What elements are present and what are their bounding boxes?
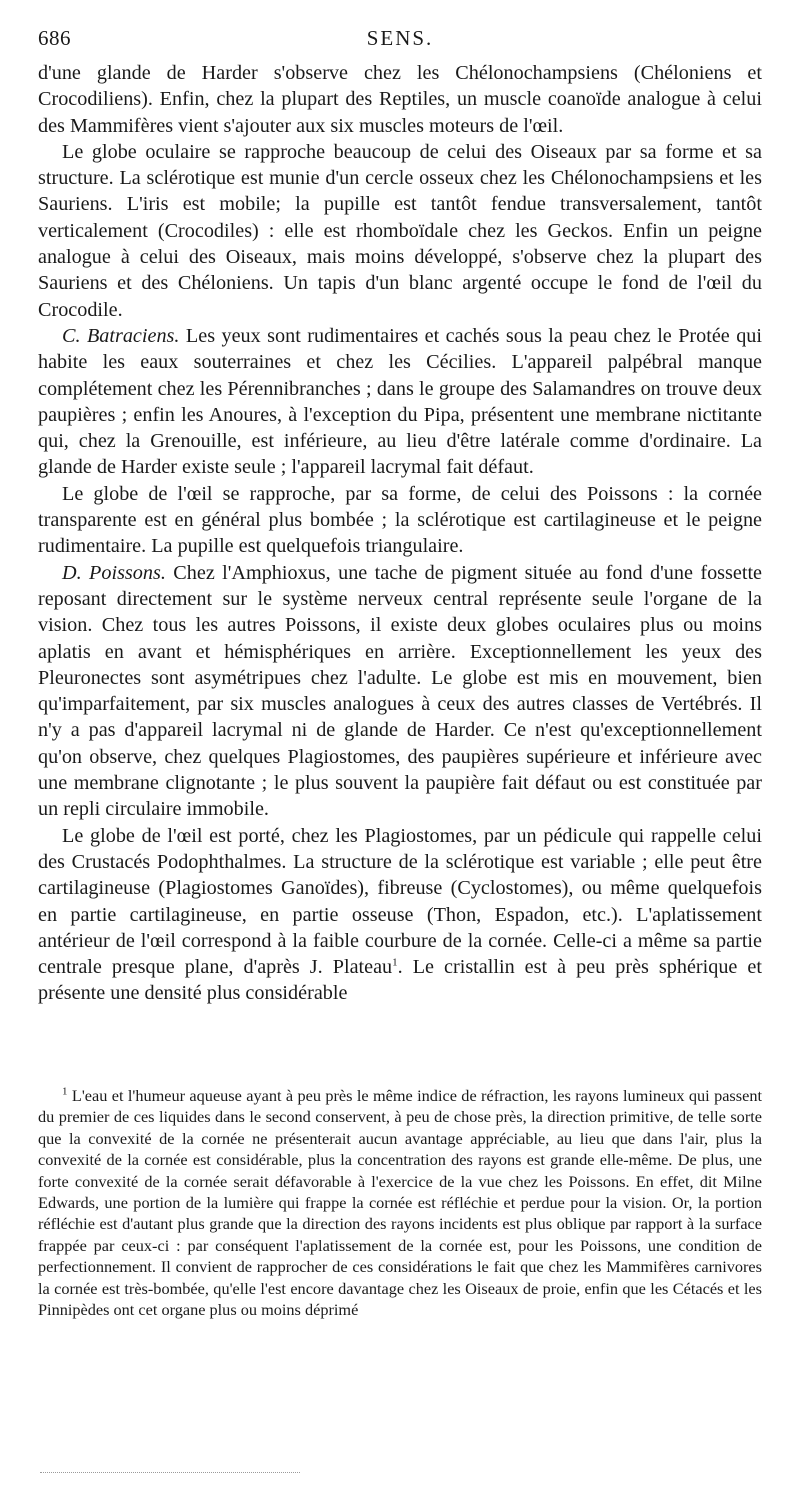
poissons-text: Chez l'Amphioxus, une tache de pigment située au fond d'une fossette reposant directement sur le système nerveux central représente seule l'organe de la vision. Chez tous les autres Poissons, il existe deux globes oculaires plus ou moins aplatis en avant et hémisphériques en arrière. Exceptionnellement les yeux des Pleuronectes sont asymétripues chez l'adulte. Le globe est mis en mouvement, bien qu'imparfaitement, par six muscles analogues à ceux des autres classes de Vertébrés. Il n'y a pas d'appareil lacrymal ni de glande de Harder. Ce n'est qu'exceptionnellement qu'on observe, chez quelques Plagiostomes, des paupières supérieure et inférieure avec une membrane clignotante ; le plus souvent la paupière fait défaut ou est constituée par un repli circulaire immobile. bbox=[38, 561, 763, 821]
footnote-reference[interactable]: 1 bbox=[392, 956, 398, 969]
batraciens-text: Les yeux sont rudimentaires et cachés sous la peau chez le Protée qui habite les eaux souterraines et chez les Cécilies. L'appareil palpébral manque complétement chez les Pérennibranches ; dans le groupe des Salamandres on trouve deux paupières ; enfin les Anoures, à l'exception du Pipa, présentent une membrane nictitante qui, chez la Grenouille, est inférieure, au lieu d'être latérale comme d'ordinaire. La glande de Harder existe seule ; l'appareil lacrymal fait défaut. bbox=[38, 324, 762, 479]
main-text bbox=[38, 60, 762, 1007]
footnotes bbox=[38, 1085, 762, 1320]
paragraph-batraciens-eyeball: Le globe de l'œil se rapproche, par sa forme, de celui des Poissons : la cornée transparente est en général plus bombée ; la sclérotique est cartilagineuse et le peigne rudimentaire. La pupille est quelquefois triangulaire. bbox=[38, 482, 762, 558]
paragraph-reptile-eyeball: Le globe oculaire se rapproche beaucoup de celui des Oiseaux par sa forme et sa structure. La sclérotique est munie d'un cercle osseux chez les Chélonochampsiens et les Sauriens. L'iris est mobile; la pupille est tantôt fendue transversalement, tantôt verticalement (Crocodiles) : elle est rhomboïdale chez les Geckos. Enfin un peigne analogue à celui des Oiseaux, mais moins développé, s'observe chez la plupart des Sauriens et des Chéloniens. Un tapis d'un blanc argenté occupe le fond de l'œil du Crocodile. bbox=[38, 140, 762, 321]
footnote-mark: 1 bbox=[62, 1085, 68, 1098]
paragraph-batraciens bbox=[38, 323, 762, 481]
section-label-batraciens: C. Batraciens. bbox=[62, 324, 180, 347]
paragraph-reptiles-continued: d'une glande de Harder s'observe chez les Chélonochampsiens (Chéloniens et Crocodiliens). Enfin, chez la plupart des Reptiles, un muscle coanoïde analogue à celui des Mammifères vient s'ajouter aux six muscles moteurs de l'œil. bbox=[38, 62, 762, 137]
page-number: 686 bbox=[38, 26, 71, 50]
poissons-eyeball-text: Le globe de l'œil est porté, chez les Plagiostomes, par un pédicule qui rappelle celui des Crustacés Podophthalmes. La structure de la sclérotique est variable ; elle peut être cartilagineuse (Plagiostomes Ganoïdes), fibreuse (Cyclostomes), ou même quelquefois en partie cartilagineuse, en partie osseuse (Thon, Espadon, etc.). L'aplatissement antérieur de l'œil correspond à la faible courbure de la cornée. Celle-ci a même sa partie centrale presque plane, d'après J. Plateau bbox=[38, 824, 762, 979]
paragraph-poissons bbox=[38, 560, 762, 823]
print-speckle bbox=[40, 1472, 300, 1477]
footnote-1 bbox=[38, 1085, 762, 1320]
footnote-text: L'eau et l'humeur aqueuse ayant à peu près le même indice de réfraction, les rayons lumineux qui passent du premier de ces liquides dans le second conservent, à peu de chose près, la direction primitive, de telle sorte que la convexité de la cornée ne présenterait aucun avantage appréciable, au lieu que dans l'air, plus la convexité de la cornée est considérable, plus la concentration des rayons est grande elle-même. De plus, une forte convexité de la cornée serait défavorable à l'exercice de la vue chez les Poissons. En effet, dit Milne Edwards, une portion de la lumière qui frappe la cornée est réfléchie et perdue pour la vision. Or, la portion réfléchie est d'autant plus grande que la direction des rayons incidents est plus oblique par rapport à la surface frappée par ceux-ci : par conséquent l'aplatissement de la cornée est, pour les Poissons, une condition de perfectionnement. Il convient de rapprocher de ces considérations le fait que chez les Mammifères carnivores la cornée est très-bombée, qu'elle l'est encore davantage chez les Oiseaux de proie, enfin que les Cétacés et les Pinnipèdes ont cet organe plus ou moins déprimé bbox=[38, 1086, 762, 1320]
running-title: SENS. bbox=[366, 26, 434, 50]
page-header bbox=[38, 26, 762, 56]
paragraph-poissons-eyeball bbox=[38, 823, 762, 1007]
section-label-poissons: D. Poissons. bbox=[62, 561, 166, 584]
poissons-eyeball-text-end: . Le cristallin est à peu près sphérique et présente une densité plus considérable bbox=[38, 956, 762, 1005]
